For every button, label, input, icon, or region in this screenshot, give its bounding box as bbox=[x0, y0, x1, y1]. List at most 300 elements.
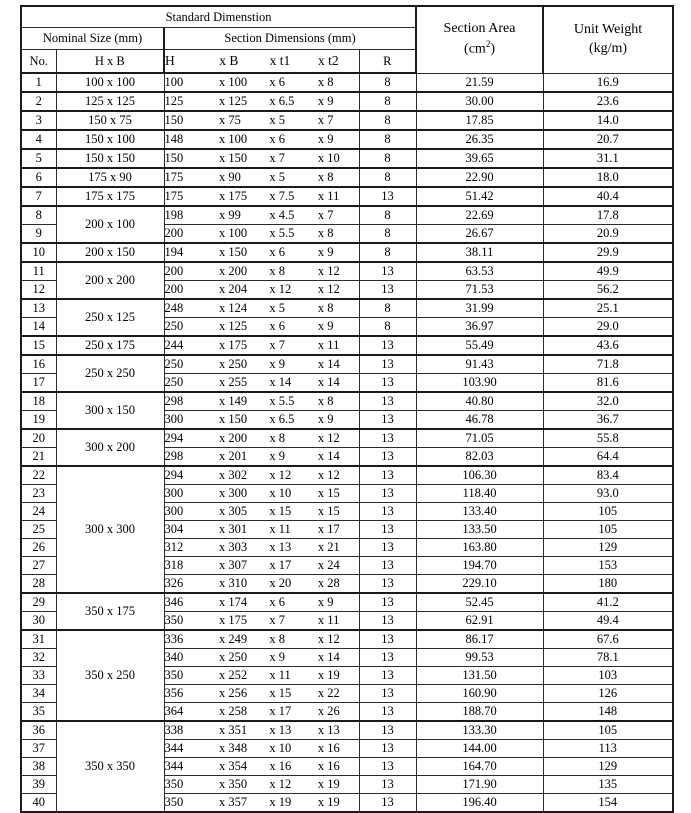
cell-dim-t2: x 8 bbox=[317, 394, 334, 409]
cell-dim-t1: x 6 bbox=[269, 319, 285, 334]
cell-section-dimensions bbox=[164, 649, 359, 667]
cell-dim-h: 344 bbox=[164, 759, 184, 774]
cell-dim-h: 294 bbox=[164, 431, 184, 446]
cell-section-area: 31.99 bbox=[416, 299, 543, 318]
cell-no: 28 bbox=[21, 575, 56, 594]
cell-section-area: 26.67 bbox=[416, 225, 543, 244]
cell-r: 13 bbox=[359, 503, 416, 521]
header-unit-weight bbox=[543, 6, 673, 73]
cell-section-area: 103.90 bbox=[416, 374, 543, 393]
header-nominal-size: Nominal Size (mm) bbox=[21, 28, 164, 50]
cell-section-dimensions bbox=[164, 557, 359, 575]
cell-dim-b: x 99 bbox=[218, 208, 241, 223]
cell-section-dimensions bbox=[164, 685, 359, 703]
cell-section-area: 22.69 bbox=[416, 206, 543, 225]
cell-no: 18 bbox=[21, 392, 56, 411]
cell-dim-t1: x 5 bbox=[269, 301, 285, 316]
cell-r: 13 bbox=[359, 630, 416, 649]
table-row bbox=[21, 111, 673, 130]
cell-r: 8 bbox=[359, 206, 416, 225]
cell-unit-weight: 25.1 bbox=[543, 299, 673, 318]
cell-nominal-size: 250 x 125 bbox=[56, 299, 164, 336]
cell-dim-t2: x 28 bbox=[317, 576, 340, 591]
cell-section-dimensions bbox=[164, 466, 359, 485]
cell-dim-t2: x 17 bbox=[317, 522, 340, 537]
cell-unit-weight: 148 bbox=[543, 703, 673, 722]
cell-dim-t2: x 11 bbox=[317, 338, 340, 353]
header-dim-t1: x t1 bbox=[269, 53, 291, 69]
cell-section-area: 62.91 bbox=[416, 612, 543, 631]
cell-no: 29 bbox=[21, 593, 56, 612]
cell-section-area: 55.49 bbox=[416, 336, 543, 355]
cell-section-dimensions bbox=[164, 794, 359, 813]
cell-r: 13 bbox=[359, 703, 416, 722]
cell-dim-t1: x 13 bbox=[269, 540, 292, 555]
cell-section-dimensions bbox=[164, 667, 359, 685]
cell-dim-b: x 300 bbox=[218, 486, 248, 501]
cell-r: 13 bbox=[359, 612, 416, 631]
cell-dim-b: x 255 bbox=[218, 375, 248, 390]
cell-dim-t2: x 22 bbox=[317, 686, 340, 701]
table-row bbox=[21, 392, 673, 411]
cell-dim-h: 198 bbox=[164, 208, 184, 223]
cell-dim-t1: x 11 bbox=[269, 668, 291, 683]
cell-section-area: 17.85 bbox=[416, 111, 543, 130]
cell-nominal-size: 150 x 100 bbox=[56, 130, 164, 149]
cell-dim-t1: x 5 bbox=[269, 113, 285, 128]
cell-dim-h: 300 bbox=[164, 486, 184, 501]
cell-dim-h: 298 bbox=[164, 394, 184, 409]
cell-section-dimensions bbox=[164, 539, 359, 557]
cell-nominal-size: 150 x 150 bbox=[56, 149, 164, 168]
cell-dim-t2: x 9 bbox=[317, 94, 334, 109]
cell-dim-b: x 307 bbox=[218, 558, 248, 573]
cell-no: 20 bbox=[21, 429, 56, 448]
cell-r: 13 bbox=[359, 187, 416, 206]
cell-dim-h: 200 bbox=[164, 264, 184, 279]
cell-section-dimensions bbox=[164, 485, 359, 503]
cell-no: 27 bbox=[21, 557, 56, 575]
header-dim-h: H bbox=[165, 53, 175, 69]
cell-dim-t2: x 14 bbox=[317, 650, 340, 665]
cell-dim-t1: x 6 bbox=[269, 132, 285, 147]
cell-no: 13 bbox=[21, 299, 56, 318]
cell-section-dimensions bbox=[164, 776, 359, 794]
cell-section-dimensions bbox=[164, 448, 359, 467]
cell-dim-h: 326 bbox=[164, 576, 184, 591]
cell-unit-weight: 14.0 bbox=[543, 111, 673, 130]
table-row bbox=[21, 429, 673, 448]
cell-section-area: 71.05 bbox=[416, 429, 543, 448]
header-dim-t2: x t2 bbox=[318, 53, 339, 69]
cell-dim-t2: x 9 bbox=[317, 319, 334, 334]
cell-section-dimensions bbox=[164, 355, 359, 374]
header-section-area-unit: (cm bbox=[464, 42, 486, 58]
cell-section-area: 144.00 bbox=[416, 740, 543, 758]
cell-unit-weight: 43.6 bbox=[543, 336, 673, 355]
cell-section-area: 22.90 bbox=[416, 168, 543, 187]
cell-no: 26 bbox=[21, 539, 56, 557]
header-row-top bbox=[21, 6, 673, 28]
cell-unit-weight: 105 bbox=[543, 521, 673, 539]
cell-dim-b: x 348 bbox=[218, 741, 248, 756]
cell-dim-b: x 124 bbox=[218, 301, 248, 316]
header-standard-dimension: Standard Dimenstion bbox=[21, 6, 416, 28]
cell-dim-t2: x 15 bbox=[317, 504, 340, 519]
cell-dim-t1: x 17 bbox=[269, 558, 292, 573]
cell-dim-t1: x 6.5 bbox=[269, 94, 295, 109]
cell-dim-t1: x 15 bbox=[269, 504, 292, 519]
cell-dim-t1: x 17 bbox=[269, 704, 292, 719]
cell-unit-weight: 32.0 bbox=[543, 392, 673, 411]
cell-dim-b: x 150 bbox=[218, 245, 248, 260]
cell-dim-t2: x 7 bbox=[317, 208, 334, 223]
cell-dim-t2: x 24 bbox=[317, 558, 340, 573]
cell-section-area: 229.10 bbox=[416, 575, 543, 594]
cell-unit-weight: 154 bbox=[543, 794, 673, 813]
cell-dim-b: x 149 bbox=[218, 394, 248, 409]
cell-no: 32 bbox=[21, 649, 56, 667]
cell-dim-t1: x 19 bbox=[269, 795, 292, 810]
cell-dim-h: 364 bbox=[164, 704, 184, 719]
cell-dim-h: 338 bbox=[164, 723, 184, 738]
cell-dim-h: 300 bbox=[164, 504, 184, 519]
cell-dim-t1: x 6 bbox=[269, 245, 285, 260]
cell-dim-t1: x 7 bbox=[269, 151, 285, 166]
h-beam-specification-table bbox=[20, 5, 674, 813]
cell-dim-t1: x 9 bbox=[269, 357, 285, 372]
cell-unit-weight: 126 bbox=[543, 685, 673, 703]
cell-r: 13 bbox=[359, 411, 416, 430]
cell-r: 8 bbox=[359, 299, 416, 318]
header-section-area-line2 bbox=[417, 38, 542, 60]
cell-section-area: 46.78 bbox=[416, 411, 543, 430]
cell-no: 1 bbox=[21, 73, 56, 92]
cell-r: 13 bbox=[359, 466, 416, 485]
cell-section-dimensions bbox=[164, 73, 359, 92]
header-dim-b: x B bbox=[219, 53, 239, 69]
cell-no: 21 bbox=[21, 448, 56, 467]
cell-dim-h: 250 bbox=[164, 375, 184, 390]
cell-dim-t1: x 11 bbox=[269, 522, 291, 537]
cell-section-area: 163.80 bbox=[416, 539, 543, 557]
header-section-dimensions: Section Dimensions (mm) bbox=[164, 28, 416, 50]
cell-no: 23 bbox=[21, 485, 56, 503]
cell-dim-t1: x 5.5 bbox=[269, 226, 295, 241]
cell-nominal-size: 250 x 250 bbox=[56, 355, 164, 392]
cell-no: 17 bbox=[21, 374, 56, 393]
cell-section-dimensions bbox=[164, 299, 359, 318]
table-header bbox=[21, 6, 673, 73]
cell-unit-weight: 64.4 bbox=[543, 448, 673, 467]
cell-r: 13 bbox=[359, 336, 416, 355]
cell-r: 13 bbox=[359, 776, 416, 794]
cell-dim-t2: x 15 bbox=[317, 486, 340, 501]
cell-nominal-size: 175 x 175 bbox=[56, 187, 164, 206]
cell-dim-t1: x 12 bbox=[269, 282, 292, 297]
cell-no: 12 bbox=[21, 281, 56, 300]
cell-nominal-size: 300 x 300 bbox=[56, 466, 164, 593]
cell-dim-h: 304 bbox=[164, 522, 184, 537]
cell-dim-t1: x 6.5 bbox=[269, 412, 295, 427]
cell-dim-t1: x 4.5 bbox=[269, 208, 295, 223]
table-row bbox=[21, 299, 673, 318]
cell-dim-t1: x 5.5 bbox=[269, 394, 295, 409]
cell-section-area: 133.30 bbox=[416, 721, 543, 740]
cell-dim-h: 250 bbox=[164, 357, 184, 372]
cell-no: 14 bbox=[21, 318, 56, 337]
cell-dim-b: x 301 bbox=[218, 522, 248, 537]
cell-r: 13 bbox=[359, 740, 416, 758]
cell-section-dimensions bbox=[164, 411, 359, 430]
cell-unit-weight: 56.2 bbox=[543, 281, 673, 300]
cell-dim-t1: x 10 bbox=[269, 486, 292, 501]
cell-dim-b: x 258 bbox=[218, 704, 248, 719]
cell-dim-b: x 303 bbox=[218, 540, 248, 555]
cell-r: 8 bbox=[359, 168, 416, 187]
cell-section-dimensions bbox=[164, 149, 359, 168]
cell-r: 13 bbox=[359, 575, 416, 594]
cell-section-dimensions bbox=[164, 703, 359, 722]
cell-section-area: 160.90 bbox=[416, 685, 543, 703]
cell-section-area: 86.17 bbox=[416, 630, 543, 649]
header-no: No. bbox=[21, 50, 56, 74]
table-row bbox=[21, 187, 673, 206]
cell-section-area: 82.03 bbox=[416, 448, 543, 467]
cell-no: 4 bbox=[21, 130, 56, 149]
cell-dim-t1: x 7.5 bbox=[269, 189, 295, 204]
cell-dim-t1: x 12 bbox=[269, 468, 292, 483]
cell-section-dimensions bbox=[164, 281, 359, 300]
cell-r: 13 bbox=[359, 392, 416, 411]
cell-unit-weight: 40.4 bbox=[543, 187, 673, 206]
cell-dim-t2: x 11 bbox=[317, 613, 340, 628]
cell-unit-weight: 129 bbox=[543, 539, 673, 557]
cell-unit-weight: 105 bbox=[543, 503, 673, 521]
cell-section-dimensions bbox=[164, 336, 359, 355]
cell-dim-t2: x 9 bbox=[317, 595, 334, 610]
cell-no: 24 bbox=[21, 503, 56, 521]
cell-no: 6 bbox=[21, 168, 56, 187]
cell-section-dimensions bbox=[164, 521, 359, 539]
cell-r: 8 bbox=[359, 73, 416, 92]
cell-nominal-size: 350 x 350 bbox=[56, 721, 164, 812]
cell-dim-h: 350 bbox=[164, 777, 184, 792]
cell-section-dimensions bbox=[164, 168, 359, 187]
cell-unit-weight: 18.0 bbox=[543, 168, 673, 187]
cell-dim-h: 350 bbox=[164, 795, 184, 810]
cell-r: 13 bbox=[359, 521, 416, 539]
cell-r: 13 bbox=[359, 758, 416, 776]
header-section-area-line1: Section Area bbox=[443, 20, 516, 36]
table-row bbox=[21, 149, 673, 168]
cell-dim-t2: x 26 bbox=[317, 704, 340, 719]
cell-r: 8 bbox=[359, 318, 416, 337]
cell-dim-b: x 200 bbox=[218, 264, 248, 279]
cell-no: 31 bbox=[21, 630, 56, 649]
cell-section-area: 118.40 bbox=[416, 485, 543, 503]
cell-r: 13 bbox=[359, 539, 416, 557]
cell-unit-weight: 17.8 bbox=[543, 206, 673, 225]
cell-dim-b: x 175 bbox=[218, 189, 248, 204]
cell-unit-weight: 23.6 bbox=[543, 92, 673, 111]
cell-nominal-size: 200 x 150 bbox=[56, 243, 164, 262]
cell-dim-t1: x 13 bbox=[269, 723, 292, 738]
cell-section-area: 133.50 bbox=[416, 521, 543, 539]
cell-nominal-size: 250 x 175 bbox=[56, 336, 164, 355]
cell-r: 13 bbox=[359, 593, 416, 612]
cell-dim-b: x 200 bbox=[218, 431, 248, 446]
cell-dim-t1: x 9 bbox=[269, 650, 285, 665]
cell-unit-weight: 41.2 bbox=[543, 593, 673, 612]
cell-no: 36 bbox=[21, 721, 56, 740]
header-hxb: H x B bbox=[56, 50, 164, 74]
cell-section-area: 63.53 bbox=[416, 262, 543, 281]
cell-dim-b: x 249 bbox=[218, 632, 248, 647]
cell-dim-b: x 350 bbox=[218, 777, 248, 792]
cell-no: 38 bbox=[21, 758, 56, 776]
cell-no: 39 bbox=[21, 776, 56, 794]
cell-section-dimensions bbox=[164, 429, 359, 448]
table-row bbox=[21, 336, 673, 355]
cell-r: 13 bbox=[359, 448, 416, 467]
cell-dim-b: x 250 bbox=[218, 650, 248, 665]
cell-section-area: 21.59 bbox=[416, 73, 543, 92]
cell-unit-weight: 55.8 bbox=[543, 429, 673, 448]
cell-dim-h: 148 bbox=[164, 132, 184, 147]
cell-unit-weight: 103 bbox=[543, 667, 673, 685]
cell-dim-b: x 100 bbox=[218, 226, 248, 241]
table-row bbox=[21, 168, 673, 187]
table-row bbox=[21, 630, 673, 649]
cell-unit-weight: 49.4 bbox=[543, 612, 673, 631]
cell-dim-b: x 75 bbox=[218, 113, 241, 128]
table-body bbox=[21, 73, 673, 812]
cell-dim-t1: x 8 bbox=[269, 264, 285, 279]
cell-dim-t1: x 8 bbox=[269, 431, 285, 446]
cell-r: 13 bbox=[359, 374, 416, 393]
cell-dim-b: x 125 bbox=[218, 319, 248, 334]
cell-r: 13 bbox=[359, 557, 416, 575]
cell-dim-h: 294 bbox=[164, 468, 184, 483]
cell-dim-h: 350 bbox=[164, 613, 184, 628]
cell-no: 40 bbox=[21, 794, 56, 813]
cell-section-dimensions bbox=[164, 593, 359, 612]
cell-nominal-size: 200 x 200 bbox=[56, 262, 164, 299]
cell-section-area: 36.97 bbox=[416, 318, 543, 337]
cell-dim-t2: x 9 bbox=[317, 132, 334, 147]
cell-unit-weight: 113 bbox=[543, 740, 673, 758]
cell-dim-t1: x 6 bbox=[269, 595, 285, 610]
cell-r: 8 bbox=[359, 130, 416, 149]
cell-r: 8 bbox=[359, 92, 416, 111]
cell-section-area: 164.70 bbox=[416, 758, 543, 776]
cell-no: 9 bbox=[21, 225, 56, 244]
cell-no: 3 bbox=[21, 111, 56, 130]
cell-no: 30 bbox=[21, 612, 56, 631]
cell-dim-t1: x 10 bbox=[269, 741, 292, 756]
cell-dim-b: x 305 bbox=[218, 504, 248, 519]
cell-dim-b: x 351 bbox=[218, 723, 248, 738]
cell-section-area: 99.53 bbox=[416, 649, 543, 667]
cell-no: 10 bbox=[21, 243, 56, 262]
cell-nominal-size: 125 x 125 bbox=[56, 92, 164, 111]
table-row bbox=[21, 721, 673, 740]
cell-dim-t1: x 5 bbox=[269, 170, 285, 185]
cell-section-dimensions bbox=[164, 225, 359, 244]
table-row bbox=[21, 593, 673, 612]
cell-dim-b: x 302 bbox=[218, 468, 248, 483]
table-row bbox=[21, 206, 673, 225]
cell-unit-weight: 78.1 bbox=[543, 649, 673, 667]
cell-dim-t2: x 21 bbox=[317, 540, 340, 555]
cell-dim-t1: x 12 bbox=[269, 777, 292, 792]
cell-section-area: 39.65 bbox=[416, 149, 543, 168]
cell-unit-weight: 29.9 bbox=[543, 243, 673, 262]
cell-section-dimensions bbox=[164, 318, 359, 337]
table-row bbox=[21, 73, 673, 92]
cell-section-area: 131.50 bbox=[416, 667, 543, 685]
cell-section-dimensions bbox=[164, 262, 359, 281]
cell-dim-t2: x 11 bbox=[317, 189, 340, 204]
cell-no: 16 bbox=[21, 355, 56, 374]
cell-dim-t2: x 12 bbox=[317, 431, 340, 446]
cell-dim-h: 125 bbox=[164, 94, 184, 109]
table-row bbox=[21, 92, 673, 111]
cell-dim-t2: x 14 bbox=[317, 357, 340, 372]
cell-r: 8 bbox=[359, 225, 416, 244]
cell-r: 13 bbox=[359, 794, 416, 813]
cell-no: 25 bbox=[21, 521, 56, 539]
cell-no: 19 bbox=[21, 411, 56, 430]
cell-dim-t2: x 14 bbox=[317, 375, 340, 390]
cell-dim-h: 200 bbox=[164, 226, 184, 241]
cell-r: 8 bbox=[359, 111, 416, 130]
cell-dim-h: 194 bbox=[164, 245, 184, 260]
cell-nominal-size: 175 x 90 bbox=[56, 168, 164, 187]
cell-dim-t1: x 7 bbox=[269, 613, 285, 628]
cell-unit-weight: 71.8 bbox=[543, 355, 673, 374]
cell-dim-b: x 150 bbox=[218, 151, 248, 166]
cell-section-area: 171.90 bbox=[416, 776, 543, 794]
cell-dim-t2: x 12 bbox=[317, 468, 340, 483]
cell-dim-t1: x 6 bbox=[269, 75, 285, 90]
cell-dim-h: 356 bbox=[164, 686, 184, 701]
cell-section-area: 71.53 bbox=[416, 281, 543, 300]
cell-no: 34 bbox=[21, 685, 56, 703]
cell-dim-t2: x 12 bbox=[317, 282, 340, 297]
cell-dim-t1: x 8 bbox=[269, 632, 285, 647]
cell-section-dimensions bbox=[164, 187, 359, 206]
cell-dim-b: x 175 bbox=[218, 613, 248, 628]
cell-dim-h: 150 bbox=[164, 113, 184, 128]
cell-section-area: 38.11 bbox=[416, 243, 543, 262]
table-row bbox=[21, 466, 673, 485]
cell-unit-weight: 20.7 bbox=[543, 130, 673, 149]
header-unit-weight-line1: Unit Weight bbox=[573, 21, 643, 37]
cell-dim-h: 346 bbox=[164, 595, 184, 610]
cell-dim-h: 340 bbox=[164, 650, 184, 665]
cell-nominal-size: 350 x 175 bbox=[56, 593, 164, 630]
cell-unit-weight: 83.4 bbox=[543, 466, 673, 485]
table-row bbox=[21, 355, 673, 374]
cell-dim-t1: x 7 bbox=[269, 338, 285, 353]
cell-no: 37 bbox=[21, 740, 56, 758]
cell-r: 13 bbox=[359, 355, 416, 374]
cell-dim-h: 300 bbox=[164, 412, 184, 427]
cell-r: 13 bbox=[359, 485, 416, 503]
cell-no: 35 bbox=[21, 703, 56, 722]
